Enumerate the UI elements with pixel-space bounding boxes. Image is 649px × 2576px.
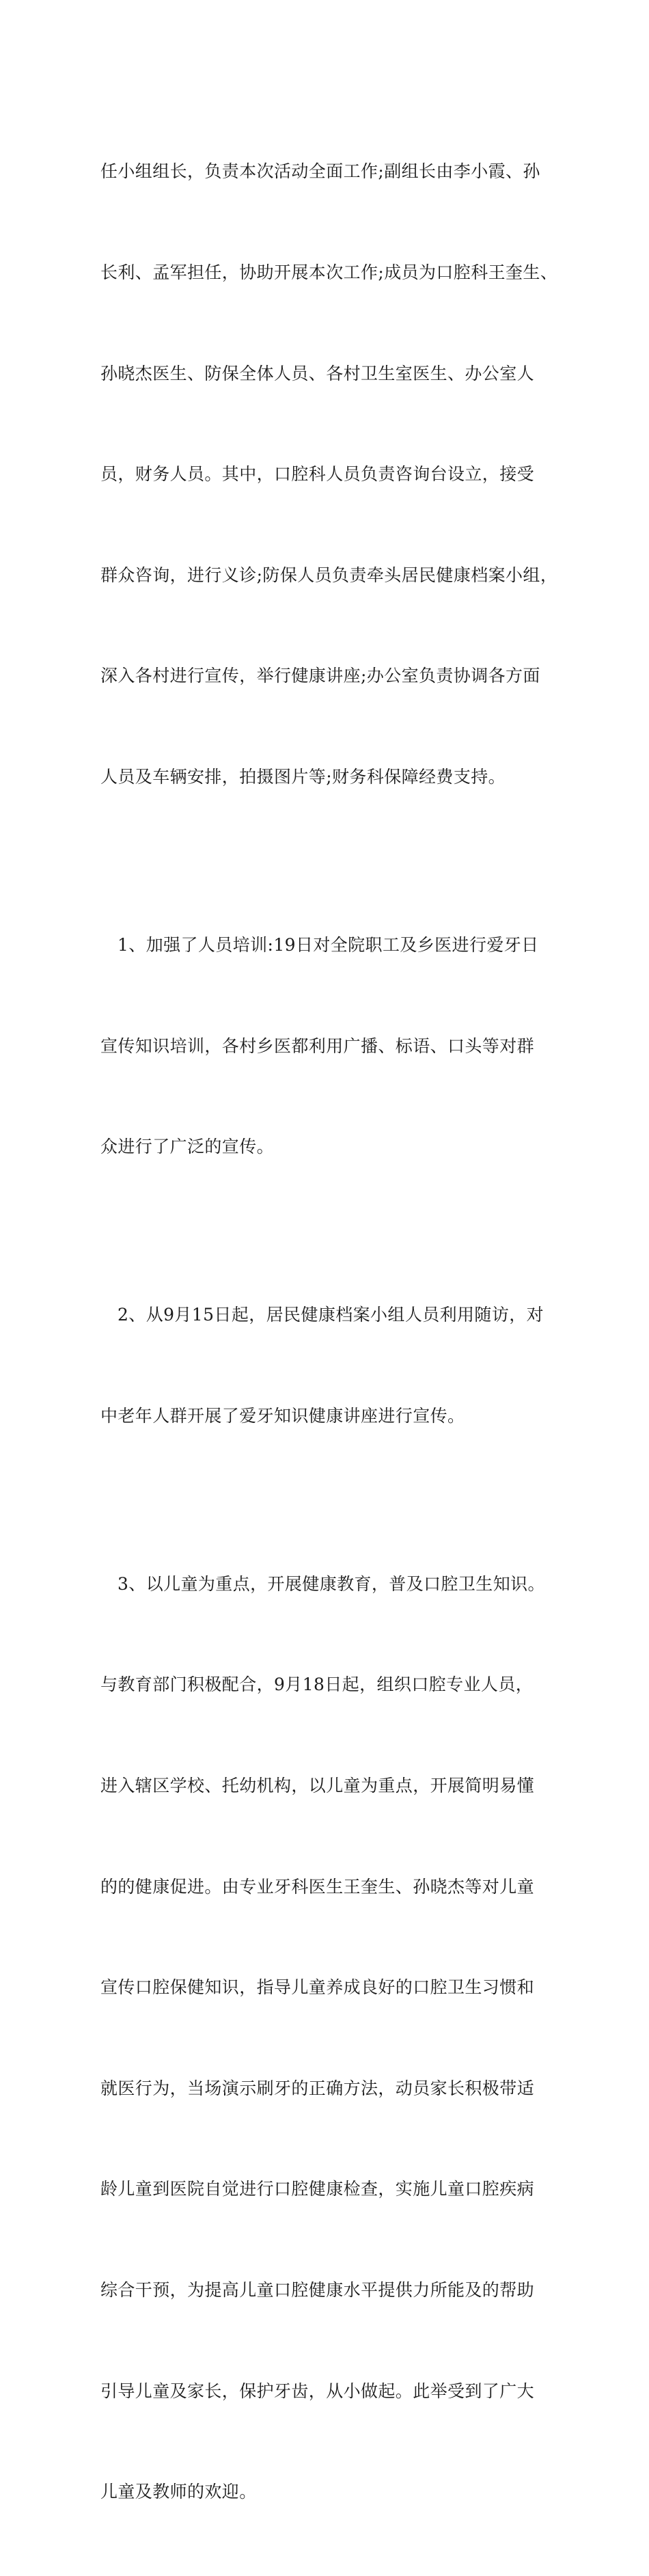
text-line: 3、以儿童为重点，开展健康教育，普及口腔卫生知识。	[118, 1573, 545, 1594]
paragraph-item-2	[100, 1231, 551, 1500]
paragraph-item-3	[100, 1500, 551, 2575]
text-line: 人员及车辆安排，拍摄图片等;财务科保障经费支持。	[100, 766, 506, 787]
text-line: 的的健康促进。由专业牙科医生王奎生、孙晓杰等对儿童	[100, 1876, 535, 1897]
text-line: 长利、孟军担任，协助开展本次工作;成员为口腔科王奎生、	[100, 262, 558, 282]
paragraph-item-1	[100, 861, 551, 1231]
text-line: 宣传口腔保健知识，指导儿童养成良好的口腔卫生习惯和	[100, 1977, 535, 1998]
text-line: 群众咨询，进行义诊;防保人员负责牵头居民健康档案小组，	[100, 565, 558, 585]
text-line: 孙晓杰医生、防保全体人员、各村卫生室医生、办公室人	[100, 363, 535, 383]
document-body	[100, 87, 558, 2576]
text-line: 就医行为，当场演示刷牙的正确方法，动员家长积极带适	[100, 2078, 535, 2098]
text-line: 儿童及教师的欢迎。	[100, 2482, 257, 2502]
text-line: 众进行了广泛的宣传。	[100, 1137, 275, 1157]
text-line: 宣传知识培训，各村乡医都利用广播、标语、口头等对群	[100, 1035, 535, 1056]
text-line: 中老年人群开展了爱牙知识健康讲座进行宣传。	[100, 1405, 465, 1426]
text-line: 任小组组长，负责本次活动全面工作;副组长由李小霞、孙	[100, 161, 540, 182]
text-line: 1、加强了人员培训:19日对全院职工及乡医进行爱牙日	[118, 934, 539, 955]
text-line: 2、从9月15日起，居民健康档案小组人员利用随访，对	[118, 1305, 544, 1325]
text-line: 进入辖区学校、托幼机构，以儿童为重点，开展简明易懂	[100, 1775, 535, 1795]
paragraph-team-duties	[100, 87, 558, 861]
text-line: 龄儿童到医院自觉进行口腔健康检查，实施儿童口腔疾病	[100, 2179, 535, 2199]
text-line: 深入各村进行宣传，举行健康讲座;办公室负责协调各方面	[100, 666, 540, 686]
text-line: 与教育部门积极配合，9月18日起，组织口腔专业人员，	[100, 1675, 534, 1695]
text-line: 员，财务人员。其中，口腔科人员负责咨询台设立，接受	[100, 464, 535, 485]
text-line: 综合干预，为提高儿童口腔健康水平提供力所能及的帮助	[100, 2279, 535, 2300]
text-line: 引导儿童及家长，保护牙齿，从小做起。此举受到了广大	[100, 2381, 535, 2401]
